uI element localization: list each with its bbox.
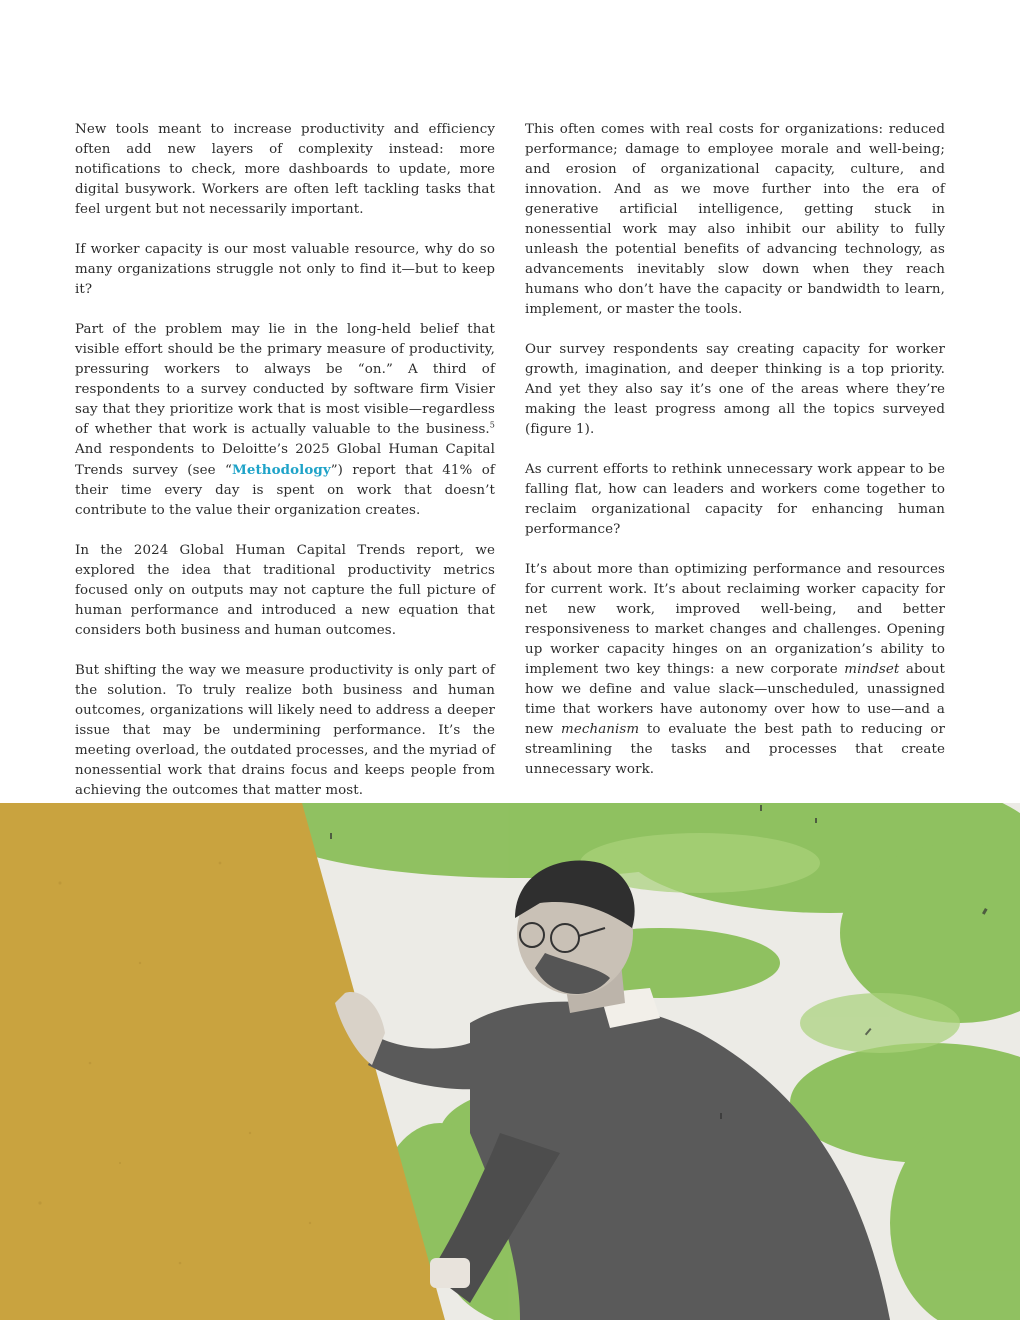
- paragraph: It’s about more than optimizing performance and resources for current work. It’s about reclaiming worker capacity for net new work, improved well-being, and better responsiveness to market changes and challenges. Opening up worker capacity hinges on an organization’s ability to implement two key things: a new corporate mindset about how we define and value slack—unscheduled, unassigned time that workers have autonomy over how to use—and a new mechanism to evaluate the best path to reducing or streamlining the tasks and processes that create unnecessary work.: [525, 562, 945, 777]
- paragraph: In the 2024 Global Human Capital Trends report, we explored the idea that traditional productivity metrics focused only on outputs may not capture the full picture of human performance and introduced a new equation that considers both business and human outcomes.: [75, 543, 495, 638]
- man-pushing-wall-image: [0, 803, 1020, 1320]
- paragraph: This often comes with real costs for organizations: reduced performance; damage to employee morale and well-being; and erosion of organizational capacity, culture, and innovation. And as we move further into the era of generative artificial intelligence, getting stuck in nonessential work may also inhibit our ability to fully unleash the potential benefits of advancing technology, as advancements inevitably slow down when they reach humans who don’t have the capacity or bandwidth to learn, implement, or master the tools.: [525, 122, 945, 317]
- paragraph: New tools meant to increase productivity and efficiency often add new layers of complexity instead: more notifications to check, more dashboards to update, more digital busywork. Workers are often left tackling tasks that feel urgent but not necessarily important.: [75, 122, 495, 217]
- paragraph: As current efforts to rethink unnecessary work appear to be falling flat, how can leaders and workers come together to reclaim organizational capacity for enhancing human performance?: [525, 462, 945, 537]
- emphasis-mechanism: mechanism: [561, 722, 640, 737]
- paragraph: Our survey respondents say creating capacity for worker growth, imagination, and deeper thinking is a top priority. And yet they also say it’s one of the areas where they’re making the least progress among all the topics surveyed (figure 1).: [525, 342, 945, 437]
- footnote-marker[interactable]: 5: [489, 420, 495, 430]
- methodology-link[interactable]: Methodology: [231, 462, 331, 478]
- paragraph: Part of the problem may lie in the long-held belief that visible effort should be the primary measure of productivity, pressuring workers to always be “on.” A third of respondents to a survey conducted by software firm Visier say that they prioritize work that is most visible—regardless of whether that work is actually valuable to the business.$^5$ And respondents to Deloitte’s 2025 Global Human Capital Trends survey (see “Methodology”) report that 41% of their time every day is spent on work that doesn’t contribute to the value their organization creates.: [75, 322, 495, 518]
- left-column: [75, 120, 495, 821]
- paragraph: If worker capacity is our most valuable resource, why do so many organizations struggle not only to find it—but to keep it?: [75, 242, 495, 297]
- paragraph: But shifting the way we measure productivity is only part of the solution. To truly realize both business and human outcomes, organizations will likely need to address a deeper issue that may be undermining performance. It’s the meeting overload, the outdated processes, and the myriad of nonessential work that drains focus and keeps people from achieving the outcomes that matter most.: [75, 663, 495, 798]
- emphasis-mindset: mindset: [844, 662, 900, 677]
- right-column: [525, 120, 945, 800]
- hero-illustration: [0, 803, 1020, 1320]
